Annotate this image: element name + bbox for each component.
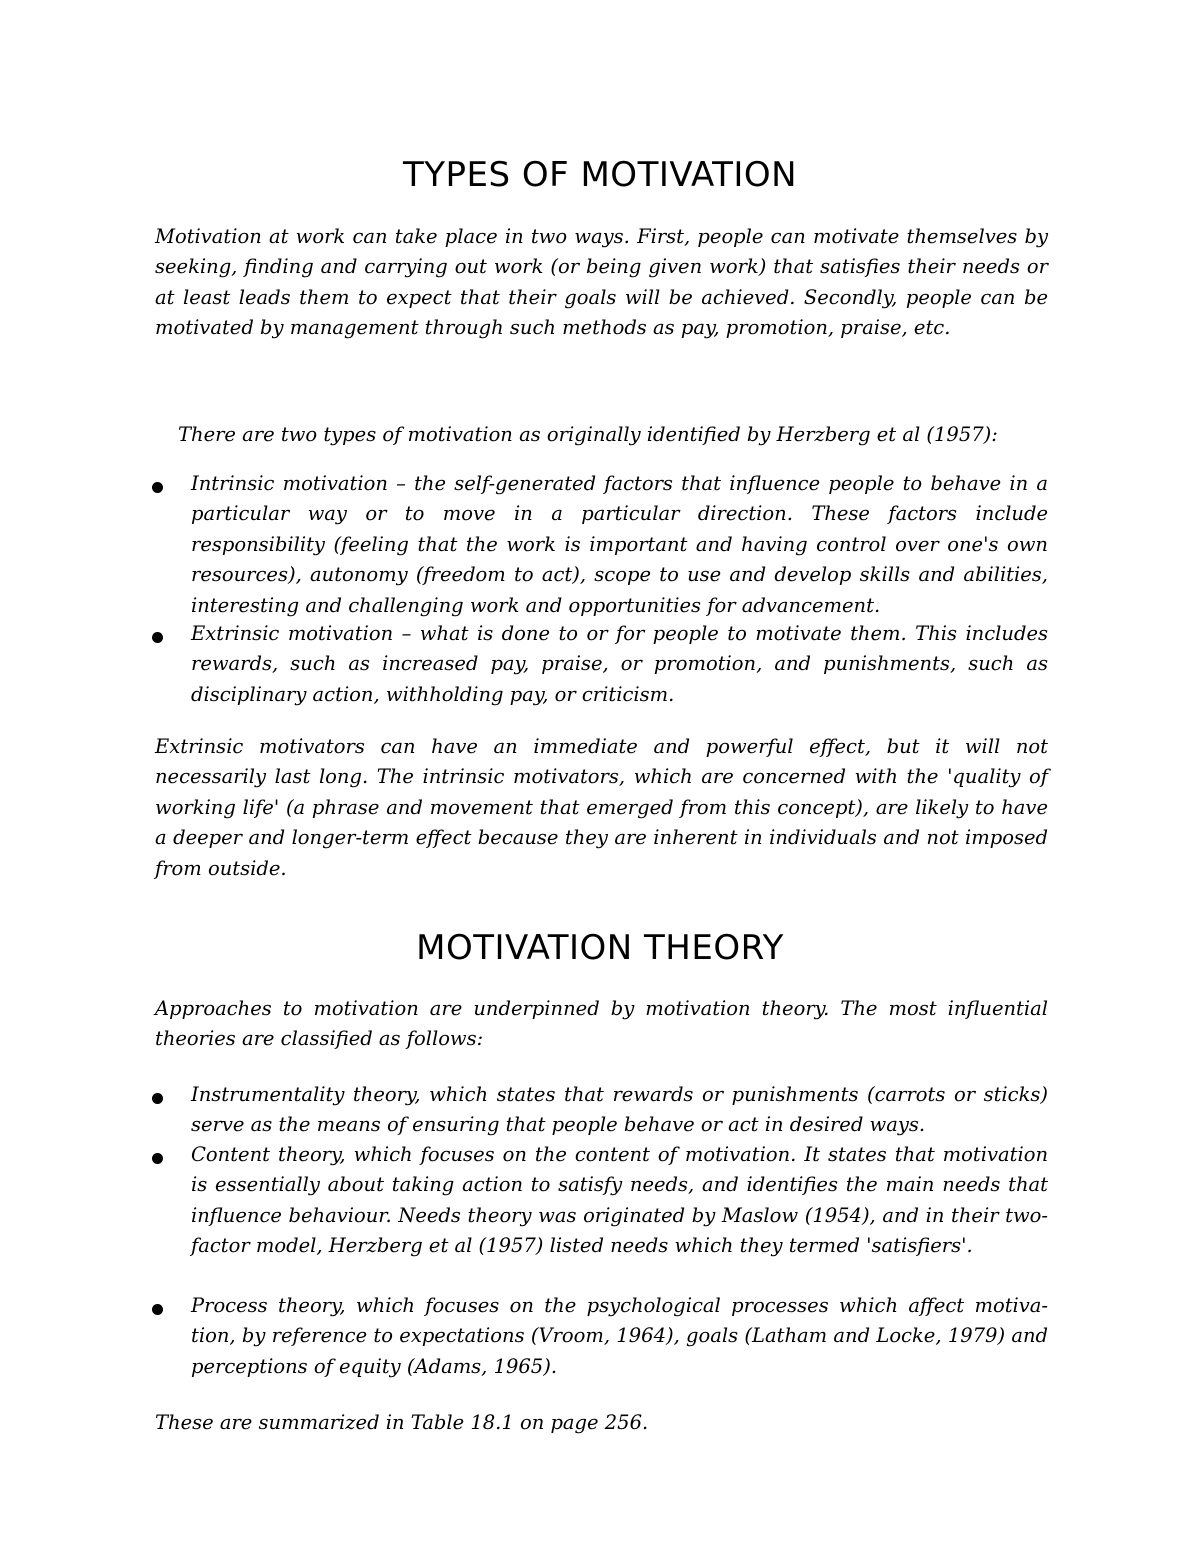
bullet-icon bbox=[152, 1304, 163, 1315]
paragraph-approaches-to-motivation: Approaches to motivation are underpinned by motivation theory. The most influential theories are classified as follows: bbox=[155, 997, 1048, 1051]
bullet-icon bbox=[152, 632, 163, 643]
bullet-instrumentality-theory: Instrumentality theory, which states that rewards or punishments (carrots or sticks) serve as the means of ensuring that people behave or act in desired ways. bbox=[191, 1083, 1048, 1137]
paragraph-extrinsic-motivators: Extrinsic motivators can have an immediate and powerful effect, but it will not necessarily last long. The intrinsic motivators, which are concerned with the 'quality of working life' (a phrase and movement that emerged from this concept), are likely to have a deeper and longer-term effect because they are inherent in individuals and not imposed from outside. bbox=[155, 735, 1048, 880]
bullet-intrinsic-motivation: Intrinsic motivation – the self-generated factors that influence people to behave in a particular way or to move in a particular direction. These factors include responsibility (feeling that the work is important and having control over one's own resources), autonomy (freedom to act), scope to use and develop skills and abilities, interesting and challenging work and opportunities for advancement. bbox=[191, 472, 1048, 617]
heading-types-of-motivation: TYPES OF MOTIVATION bbox=[402, 155, 798, 195]
bullet-icon bbox=[152, 1153, 163, 1164]
bullet-extrinsic-motivation: Extrinsic motivation – what is done to or for people to motivate them. This includes rewards, such as increased pay, praise, or promotion, and punishments, such as disciplinary action, withholding pay, or criticism. bbox=[191, 622, 1048, 706]
heading-motivation-theory: MOTIVATION THEORY bbox=[416, 928, 784, 968]
bullet-icon bbox=[152, 1093, 163, 1104]
intro-two-types: There are two types of motivation as originally identified by Herzberg et al (1957): bbox=[178, 423, 998, 446]
bullet-process-theory: Process theory, which focuses on the psychological processes which affect motiva- tion, by reference to expectations (Vroom, 1964), goals (Latham and Locke, 1979) and perceptions of equity (Adams, 1965). bbox=[191, 1294, 1048, 1378]
closing-line: These are summarized in Table 18.1 on page 256. bbox=[155, 1411, 649, 1434]
paragraph-motivation-at-work: Motivation at work can take place in two ways. First, people can motivate themselves by seeking, finding and carrying out work (or being given work) that satisfies their needs or at least leads them to expect that their goals will be achieved. Secondly, people can be motivated by management through such methods as pay, promotion, praise, etc. bbox=[155, 225, 1048, 340]
bullet-icon bbox=[152, 482, 163, 493]
bullet-content-theory: Content theory, which focuses on the content of motivation. It states that motivation is essentially about taking action to satisfy needs, and identifies the main needs that influence behaviour. Needs theory was originated by Maslow (1954), and in their two-factor model, Herzberg et al (1957) listed needs which they termed 'satisfiers'. bbox=[191, 1143, 1048, 1258]
